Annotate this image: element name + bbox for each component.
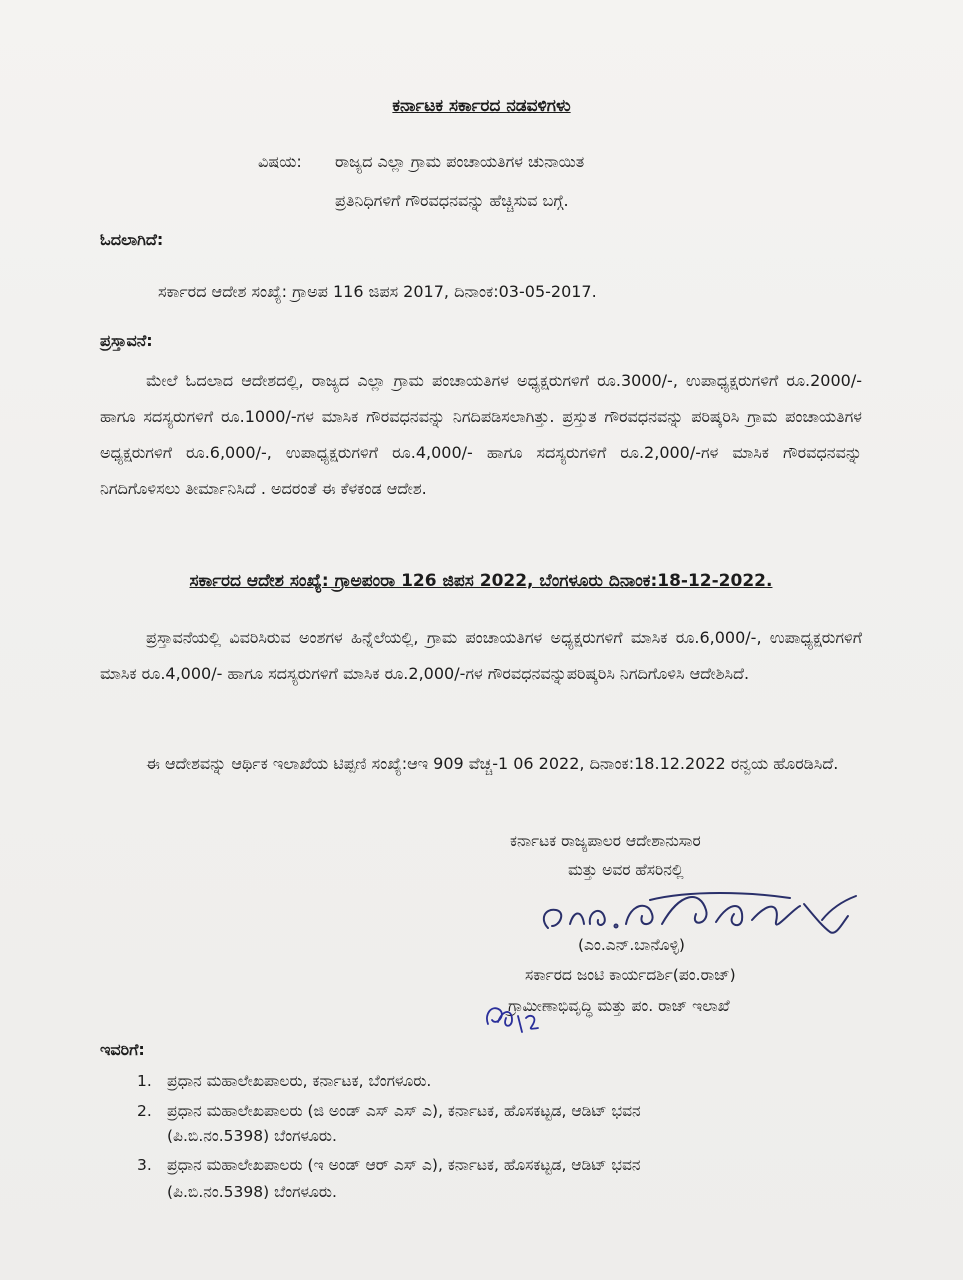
distribution-label: ಇವರಿಗೆ: [100,1040,145,1059]
distribution-item-number: 1. [137,1072,152,1090]
distribution-item-number: 2. [137,1102,152,1120]
signatory-line-1: ಕರ್ನಾಟಕ ರಾಜ್ಯಪಾಲರ ಆದೇಶಾನುಸಾರ [510,832,701,850]
subject-line-2: ಪ್ರತಿನಿಧಿಗಳಿಗೆ ಗೌರವಧನವನ್ನು ಹೆಚ್ಚಿಸುವ ಬಗ್ಗೆ. [335,191,569,210]
signatory-name: (ಎಂ.ಎನ್.ಬಾನೊಳ್ಳಿ) [578,936,685,954]
order-text: ಪ್ರಸ್ತಾವನೆಯಲ್ಲಿ ವಿವರಿಸಿರುವ ಅಂಶಗಳ ಹಿನ್ನೆಲೆಯಲ್ಲಿ, ಗ್ರಾಮ ಪಂಚಾಯತಿಗಳ ಅಧ್ಯಕ್ಷರುಗಳಿಗೆ ಮಾಸಿಕ ರೂ.6,000/-, ಉಪಾಧ್ಯಕ್ಷರುಗಳಿಗೆ ಮಾಸಿಕ ರೂ.4,000/- ಹಾಗೂ ಸದಸ್ಯರುಗಳಿಗೆ ಮಾಸಿಕ ರೂ.2,000/-ಗಳ ಗೌರವಧನವನ್ನುಪರಿಷ್ಕರಿಸಿ ನಿಗದಿಗೊಳಿಸಿ ಆದೇಶಿಸಿದೆ. [100,628,862,683]
preamble-label: ಪ್ರಸ್ತಾವನೆ: [100,331,153,350]
distribution-item-1 [0,1072,963,1102]
distribution-item-text: ಪ್ರಧಾನ ಮಹಾಲೇಖಪಾಲರು (ಜಿ ಅಂಡ್ ಎಸ್ ಎಸ್ ಎ), ಕರ್ನಾಟಕ, ಹೊಸಕಟ್ಟಡ, ಆಡಿಟ್ ಭವನ [167,1102,641,1120]
reference-order: ಸರ್ಕಾರದ ಆದೇಶ ಸಂಖ್ಯೆ: ಗ್ರಾಅಪ 116 ಜಿಪಸ 2017, ದಿನಾಂಕ:03-05-2017. [158,282,597,301]
distribution-item-text-cont: (ಪಿ.ಬಿ.ನಂ.5398) ಬೆಂಗಳೂರು. [167,1127,337,1145]
distribution-item-text: ಪ್ರಧಾನ ಮಹಾಲೇಖಪಾಲರು (ಇ ಅಂಡ್ ಆರ್ ಎಸ್ ಎ), ಕರ್ನಾಟಕ, ಹೊಸಕಟ್ಟಡ, ಆಡಿಟ್ ಭವನ [167,1156,641,1174]
distribution-item-text-cont: (ಪಿ.ಬಿ.ನಂ.5398) ಬೆಂಗಳೂರು. [167,1183,337,1201]
distribution-item-2 [0,1102,963,1162]
signatory-line-2: ಮತ್ತು ಅವರ ಹೆಸರಿನಲ್ಲಿ [568,861,684,879]
subject-line-1: ರಾಜ್ಯದ ಎಲ್ಲಾ ಗ್ರಾಮ ಪಂಚಾಯತಿಗಳ ಚುನಾಯಿತ [335,152,585,171]
preamble-text: ಮೇಲೆ ಓದಲಾದ ಆದೇಶದಲ್ಲಿ, ರಾಜ್ಯದ ಎಲ್ಲಾ ಗ್ರಾಮ ಪಂಚಾಯತಿಗಳ ಅಧ್ಯಕ್ಷರುಗಳಿಗೆ ರೂ.3000/-, ಉಪಾಧ್ಯಕ್ಷರುಗಳಿಗೆ ರೂ.2000/- ಹಾಗೂ ಸದಸ್ಯರುಗಳಿಗೆ ರೂ.1000/-ಗಳ ಮಾಸಿಕ ಗೌರವಧನವನ್ನು ನಿಗದಿಪಡಿಸಲಾಗಿತ್ತು. ಪ್ರಸ್ತುತ ಗೌರವಧನವನ್ನು ಪರಿಷ್ಕರಿಸಿ ಗ್ರಾಮ ಪಂಚಾಯತಿಗಳ ಅಧ್ಯಕ್ಷರುಗಳಿಗೆ ರೂ.6,000/-, ಉಪಾಧ್ಯಕ್ಷರುಗಳಿಗೆ ರೂ.4,000/- ಹಾಗೂ ಸದಸ್ಯರುಗಳಿಗೆ ರೂ.2,000/-ಗಳ ಮಾಸಿಕ ಗೌರವಧನವನ್ನು ನಿಗದಿಗೊಳಿಸಲು ತೀರ್ಮಾನಿಸಿದೆ . ಅದರಂತೆ ಈ ಕೆಳಕಂಡ ಆದೇಶ. [100,371,862,498]
finance-note-text: ಈ ಆದೇಶವನ್ನು ಆರ್ಥಿಕ ಇಲಾಖೆಯ ಟಿಪ್ಪಣಿ ಸಂಖ್ಯೆ:ಆಇ 909 ವೆಚ್ಚ-1 06 2022, ದಿನಾಂಕ:18.12.2022 ರನ್ವಯ ಹೊರಡಿಸಿದೆ. [146,754,839,773]
distribution-item-3 [0,1156,963,1216]
document-heading: ಕರ್ನಾಟಕ ಸರ್ಕಾರದ ನಡವಳಿಗಳು [392,96,571,116]
order-title: ಸರ್ಕಾರದ ಆದೇಶ ಸಂಖ್ಯೆ: ಗ್ರಾಅಪಂರಾ 126 ಜಿಪಸ 2022, ಬೆಂಗಳೂರು ದಿನಾಂಕ:18-12-2022. [189,571,773,591]
subject-label: ವಿಷಯ: [258,152,302,171]
signatory-department: ಗ್ರಾಮೀಣಾಭಿವೃದ್ಧಿ ಮತ್ತು ಪಂ. ರಾಜ್ ಇಲಾಖೆ [508,997,730,1015]
signatory-designation: ಸರ್ಕಾರದ ಜಂಟಿ ಕಾರ್ಯದರ್ಶಿ(ಪಂ.ರಾಜ್) [525,966,736,984]
initials-icon [482,996,552,1042]
distribution-item-number: 3. [137,1156,152,1174]
read-label: ಓದಲಾಗಿದೆ: [100,230,164,249]
distribution-item-text: ಪ್ರಧಾನ ಮಹಾಲೇಖಪಾಲರು, ಕರ್ನಾಟಕ, ಬೆಂಗಳೂರು. [167,1072,432,1090]
order-paragraph [100,620,862,692]
finance-note-paragraph [100,746,862,782]
preamble-paragraph [100,363,862,507]
